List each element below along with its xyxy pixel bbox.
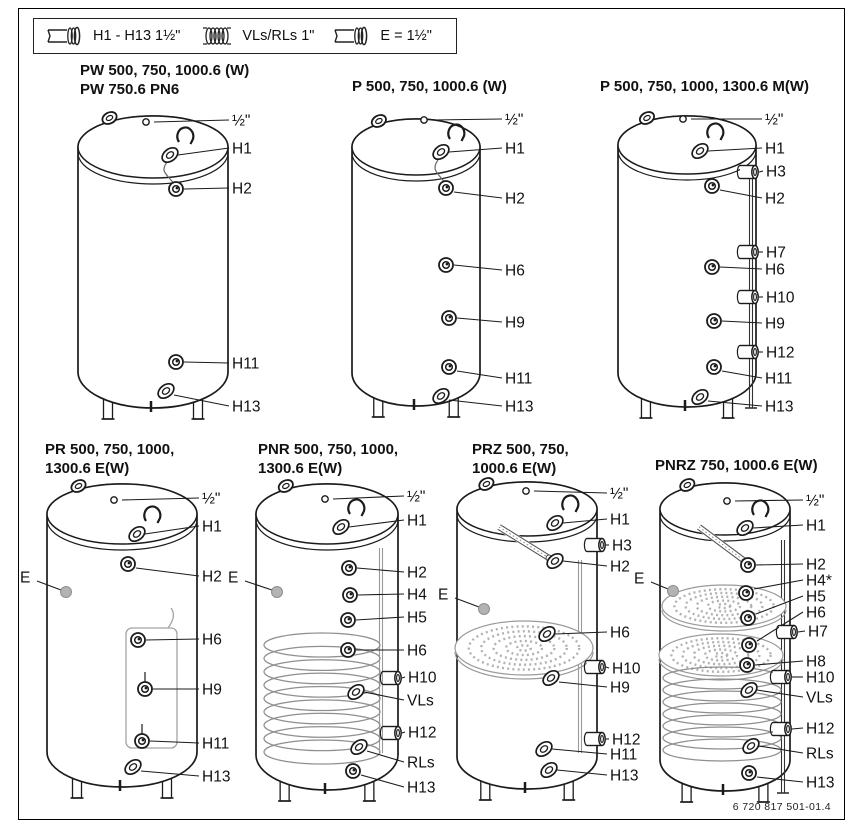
port-half-inch (421, 117, 427, 123)
port-label-h6: H6 (610, 624, 630, 642)
port-label-half-inch: ½" (202, 490, 221, 508)
port-e (61, 587, 72, 598)
port-label-h10: H10 (612, 660, 641, 678)
port-h2 (439, 181, 453, 195)
port-label-h12: H12 (408, 724, 437, 742)
port-label-h1: H1 (407, 512, 427, 530)
tank-prz (438, 476, 641, 800)
tank-title-p: P 500, 750, 1000.6 (W) (352, 78, 507, 95)
port-e (272, 587, 283, 598)
port-label-h9: H9 (610, 679, 630, 697)
port-label-h13: H13 (505, 398, 534, 416)
port-h11 (707, 360, 721, 374)
port-label-h4: H4 (407, 586, 427, 604)
tank-title-pnrz: PNRZ 750, 1000.6 E(W) (655, 457, 818, 474)
port-h6 (439, 258, 453, 272)
port-label-h7: H7 (808, 623, 828, 641)
port-h13 (742, 766, 756, 780)
port-label-e: E (228, 569, 239, 587)
port-label-half-inch: ½" (765, 111, 784, 129)
port-label-e: E (20, 569, 31, 587)
port-label-h13: H13 (765, 398, 794, 416)
port-label-h1: H1 (232, 140, 252, 158)
port-h7 (776, 626, 797, 639)
port-e (668, 586, 679, 597)
tank-pr (20, 478, 230, 798)
port-label-h4: H4* (806, 572, 832, 590)
port-label-h11: H11 (232, 355, 260, 373)
port-label-e: E (438, 586, 449, 604)
port-label-h6: H6 (202, 631, 222, 649)
port-label-h1: H1 (202, 518, 222, 536)
port-label-h13: H13 (232, 398, 261, 416)
port-h5 (741, 611, 755, 625)
tank-pnrz (634, 477, 835, 802)
port-label-rls: RLs (407, 754, 435, 772)
tank-lid (78, 116, 228, 178)
port-label-half-inch: ½" (806, 492, 825, 510)
port-half-inch (322, 496, 328, 502)
port-label-h11: H11 (610, 746, 638, 764)
port-label-half-inch: ½" (407, 488, 426, 506)
port-h6 (705, 260, 719, 274)
port-label-h11: H11 (505, 370, 533, 388)
port-half-inch (680, 116, 686, 122)
port-label-h8: H8 (806, 653, 826, 671)
tank-pw (78, 110, 260, 419)
port-label-h13: H13 (806, 774, 835, 792)
port-h6 (742, 638, 756, 652)
port-h10 (770, 671, 791, 684)
port-label-h2: H2 (232, 180, 252, 198)
tank-pnr (228, 478, 437, 801)
port-label-h5: H5 (806, 588, 826, 606)
port-h9 (707, 314, 721, 328)
port-label-h12: H12 (612, 731, 641, 749)
port-label-h9: H9 (505, 314, 525, 332)
port-h5 (341, 613, 355, 627)
port-label-h7: H7 (766, 244, 786, 262)
legend-label: E = 1½" (380, 28, 432, 44)
port-label-e: E (634, 570, 645, 588)
port-label-h13: H13 (610, 767, 639, 785)
port-label-h13: H13 (202, 768, 231, 786)
port-label-h3: H3 (612, 537, 632, 555)
port-h11 (169, 355, 183, 369)
tank-lid (256, 484, 398, 544)
port-label-h1: H1 (765, 140, 785, 158)
tank-title-prz: PRZ 500, 750, 1000.6 E(W) (472, 441, 569, 477)
port-h2 (705, 179, 719, 193)
port-label-h2: H2 (806, 556, 826, 574)
port-label-h6: H6 (806, 604, 826, 622)
port-h3 (737, 166, 758, 179)
port-label-h2: H2 (765, 190, 785, 208)
legend-label: VLs/RLs 1" (242, 28, 315, 44)
port-label-h10: H10 (766, 289, 795, 307)
port-label-h2: H2 (610, 558, 630, 576)
port-label-h9: H9 (202, 681, 222, 699)
tank-p (352, 112, 533, 418)
port-e (479, 604, 490, 615)
port-label-h11: H11 (202, 735, 230, 753)
port-label-half-inch: ½" (232, 112, 251, 130)
port-h12 (380, 727, 401, 740)
port-half-inch (143, 119, 149, 125)
port-label-h2: H2 (202, 568, 222, 586)
port-label-h1: H1 (610, 511, 630, 529)
port-h11 (442, 360, 456, 374)
port-label-h2: H2 (505, 190, 525, 208)
port-label-h6: H6 (765, 261, 785, 279)
legend-label: H1 - H13 1½" (93, 28, 181, 44)
tank-title-pnr: PNR 500, 750, 1000, 1300.6 E(W) (258, 441, 399, 477)
port-half-inch (724, 498, 730, 504)
port-label-h13: H13 (407, 779, 436, 797)
port-label-h11: H11 (765, 370, 793, 388)
port-label-h3: H3 (766, 163, 786, 181)
port-half-inch (111, 497, 117, 503)
port-h13 (346, 764, 360, 778)
port-h12 (770, 723, 791, 736)
port-label-rls: RLs (806, 745, 834, 763)
port-label-half-inch: ½" (610, 485, 629, 503)
tank-title-pr: PR 500, 750, 1000, 1300.6 E(W) (45, 441, 175, 477)
port-label-h6: H6 (407, 642, 427, 660)
port-h2 (741, 558, 755, 572)
port-label-h1: H1 (806, 517, 826, 535)
port-label-h9: H9 (765, 315, 785, 333)
tank-pm (618, 110, 795, 418)
port-label-h12: H12 (766, 344, 795, 362)
tank-lid (47, 484, 197, 544)
port-h2 (121, 557, 135, 571)
tank-lid (618, 116, 756, 174)
port-label-h1: H1 (505, 140, 525, 158)
port-h6 (341, 643, 355, 657)
port-h7 (737, 246, 758, 259)
port-h8 (740, 658, 754, 672)
port-h12 (737, 346, 758, 359)
port-h6 (131, 633, 145, 647)
tank-title-pm: P 500, 750, 1000, 1300.6 M(W) (600, 78, 810, 95)
port-label-h10: H10 (408, 669, 437, 687)
port-label-vls: VLs (806, 689, 833, 707)
port-h2 (342, 561, 356, 575)
port-h10 (380, 672, 401, 685)
port-label-half-inch: ½" (505, 111, 524, 129)
document-number: 6 720 817 501-01.4 (732, 801, 831, 813)
port-h10 (737, 291, 758, 304)
port-label-h2: H2 (407, 564, 427, 582)
port-label-h12: H12 (806, 720, 835, 738)
port-h9 (442, 311, 456, 325)
port-h4 (343, 588, 357, 602)
tank-title-pw: PW 500, 750, 1000.6 (W) PW 750.6 PN6 (80, 62, 250, 98)
port-label-h5: H5 (407, 609, 427, 627)
port-label-vls: VLs (407, 692, 434, 710)
port-h4 (739, 586, 753, 600)
port-h10 (584, 661, 605, 674)
port-label-h10: H10 (806, 669, 835, 687)
port-h12 (584, 733, 605, 746)
port-h2 (169, 182, 183, 196)
port-label-h6: H6 (505, 262, 525, 280)
port-h3 (584, 539, 605, 552)
port-half-inch (523, 488, 529, 494)
